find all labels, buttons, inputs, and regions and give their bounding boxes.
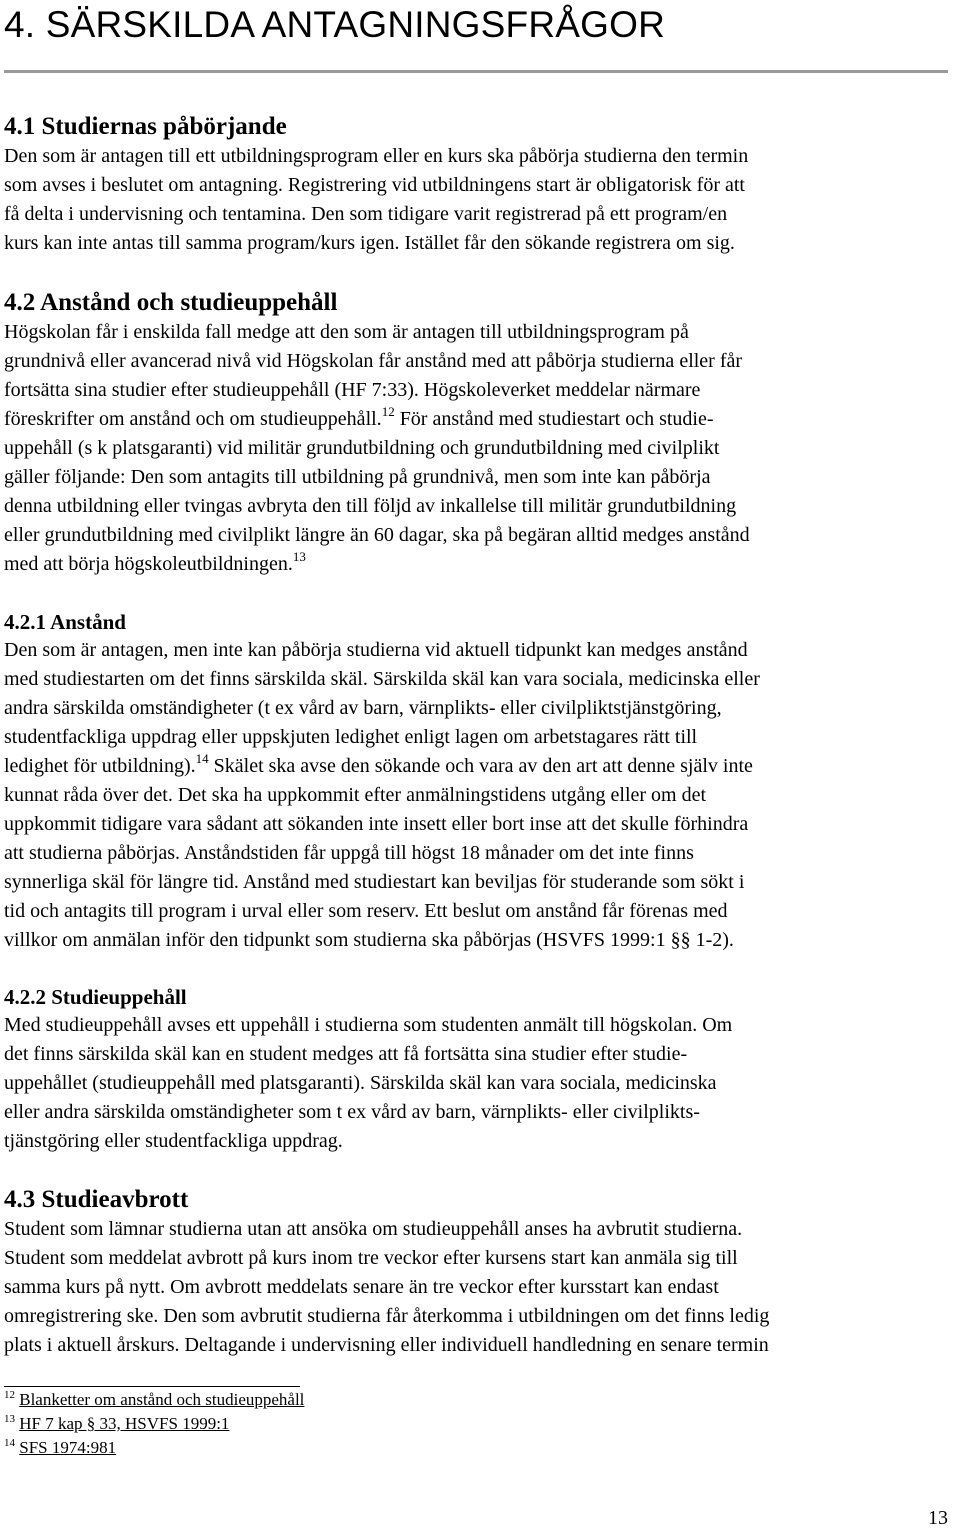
chapter-title: 4. SÄRSKILDA ANTAGNINGSFRÅGOR (4, 4, 665, 45)
paragraph-4-3 (4, 1215, 960, 1360)
section-4-3 (4, 1185, 960, 1360)
text-line: det finns särskilda skäl kan en student medges att få fortsätta sina studier efter studie- (4, 1043, 688, 1065)
heading-4-1: 4.1 Studiernas påbörjande (4, 113, 287, 140)
paragraph-4-2-1 (4, 636, 960, 955)
text-line: fortsätta sina studier efter studieuppehåll (HF 7:33). Högskoleverket meddelar närmare (4, 379, 701, 401)
footnote-link[interactable]: HF 7 kap § 33, HSVFS 1999:1 (19, 1414, 230, 1433)
page-number: 13 (928, 1507, 948, 1529)
text-line: som avses i beslutet om antagning. Registrering vid utbildningens start är obligatorisk för att (4, 174, 745, 196)
text-line: tjänstgöring eller studentfackliga uppdrag. (4, 1130, 343, 1152)
text-line: Den som är antagen, men inte kan påbörja studierna vid aktuell tidpunkt kan medges anstånd (4, 639, 748, 661)
text-fragment: ledighet för utbildning). (4, 755, 196, 777)
heading-4-2-1: 4.2.1 Anstånd (4, 610, 126, 634)
heading-4-2-2: 4.2.2 Studieuppehåll (4, 985, 187, 1009)
heading-4-2: 4.2 Anstånd och studieuppehåll (4, 289, 338, 316)
footnote-separator (4, 1386, 300, 1387)
footnote-ref-14[interactable]: 14 (195, 751, 209, 766)
paragraph-4-2-2 (4, 1011, 960, 1156)
text-line: Med studieuppehåll avses ett uppehåll i studierna som studenten anmält till högskolan. Om (4, 1014, 733, 1036)
text-line (4, 405, 960, 434)
text-line: Högskolan får i enskilda fall medge att den som är antagen till utbildningsprogram på (4, 321, 689, 343)
text-fragment: föreskrifter om anstånd och om studieuppehåll. (4, 408, 382, 430)
footnote-14 (4, 1436, 304, 1460)
paragraph-4-2 (4, 318, 960, 579)
text-line: omregistrering ske. Den som avbrutit studierna får återkomma i utbildningen om det finns ledig (4, 1305, 770, 1327)
text-line: eller grundutbildning med civilplikt längre än 60 dagar, ska på begäran alltid medges anstånd (4, 524, 750, 546)
text-line: andra särskilda omständigheter (t ex vård av barn, värnplikts- eller civilpliktstjänstgöring, (4, 697, 722, 719)
footnote-12 (4, 1388, 304, 1412)
text-fragment: med att börja högskoleutbildningen. (4, 553, 293, 575)
footnote-ref-12[interactable]: 12 (381, 404, 395, 419)
text-line: kunnat råda över det. Det ska ha uppkommit efter anmälningstidens utgång eller om det (4, 784, 707, 806)
text-line: tid och antagits till program i urval eller som reserv. Ett beslut om anstånd får förenas med (4, 900, 728, 922)
footnote-link[interactable]: SFS 1974:981 (19, 1438, 117, 1457)
text-line: gäller följande: Den som antagits till utbildning på grundnivå, men som inte kan påbörja (4, 466, 711, 488)
text-line (4, 550, 960, 579)
section-4-2-2 (4, 983, 960, 1156)
text-fragment: För anstånd med studiestart och studie- (394, 408, 714, 430)
text-line: plats i aktuell årskurs. Deltagande i undervisning eller individuell handledning en senare termin (4, 1334, 769, 1356)
footnotes (4, 1388, 304, 1460)
text-line: eller andra särskilda omständigheter som t ex vård av barn, värnplikts- eller civilplikts- (4, 1101, 700, 1123)
text-line: villkor om anmälan inför den tidpunkt som studierna ska påbörjas (HSVFS 1999:1 §§ 1-2). (4, 929, 734, 951)
section-4-1 (4, 112, 960, 258)
text-line: Student som lämnar studierna utan att ansöka om studieuppehåll anses ha avbrutit studierna. (4, 1218, 743, 1240)
text-line: samma kurs på nytt. Om avbrott meddelats senare än tre veckor efter kursstart kan endast (4, 1276, 719, 1298)
text-line: Student som meddelat avbrott på kurs inom tre veckor efter kursens start kan anmäla sig till (4, 1247, 738, 1269)
footnote-number: 14 (4, 1437, 15, 1449)
text-line: Den som är antagen till ett utbildningsprogram eller en kurs ska påbörja studierna den termin (4, 145, 749, 167)
text-line: uppehållet (studieuppehåll med platsgaranti). Särskilda skäl kan vara sociala, medicinska (4, 1072, 717, 1094)
title-rule (4, 70, 948, 73)
footnote-number: 12 (4, 1389, 15, 1401)
heading-4-3: 4.3 Studieavbrott (4, 1186, 189, 1213)
text-fragment: Skälet ska avse den sökande och vara av den art att denne själv inte (208, 755, 753, 777)
section-4-2-1 (4, 608, 960, 955)
paragraph-4-1 (4, 142, 960, 258)
text-line: denna utbildning eller tvingas avbryta den till följd av inkallelse till militär grundutbildning (4, 495, 737, 517)
text-line: synnerliga skäl för längre tid. Anstånd med studiestart kan beviljas för studerande som sökt i (4, 871, 745, 893)
section-4-2 (4, 288, 960, 579)
text-line: uppkommit tidigare vara sådant att sökanden inte insett eller bort inse att det skulle förhindra (4, 813, 749, 835)
footnote-13 (4, 1412, 304, 1436)
text-line: grundnivå eller avancerad nivå vid Högskolan får anstånd med att påbörja studierna eller får (4, 350, 743, 372)
text-line: att studierna påbörjas. Anståndstiden får uppgå till högst 18 månader om det inte finns (4, 842, 694, 864)
footnote-ref-13[interactable]: 13 (292, 549, 306, 564)
footnote-link[interactable]: Blanketter om anstånd och studieuppehåll (19, 1390, 305, 1409)
text-line: med studiestarten om det finns särskilda skäl. Särskilda skäl kan vara sociala, medicinska eller (4, 668, 760, 690)
text-line: studentfackliga uppdrag eller uppskjuten ledighet enligt lagen om arbetstagares rätt till (4, 726, 698, 748)
text-line: få delta i undervisning och tentamina. Den som tidigare varit registrerad på ett program/en (4, 203, 728, 225)
text-line: kurs kan inte antas till samma program/kurs igen. Istället får den sökande registrera om sig. (4, 232, 735, 254)
text-line (4, 752, 960, 781)
text-line: uppehåll (s k platsgaranti) vid militär grundutbildning och grundutbildning med civilplikt (4, 437, 720, 459)
footnote-number: 13 (4, 1413, 15, 1425)
